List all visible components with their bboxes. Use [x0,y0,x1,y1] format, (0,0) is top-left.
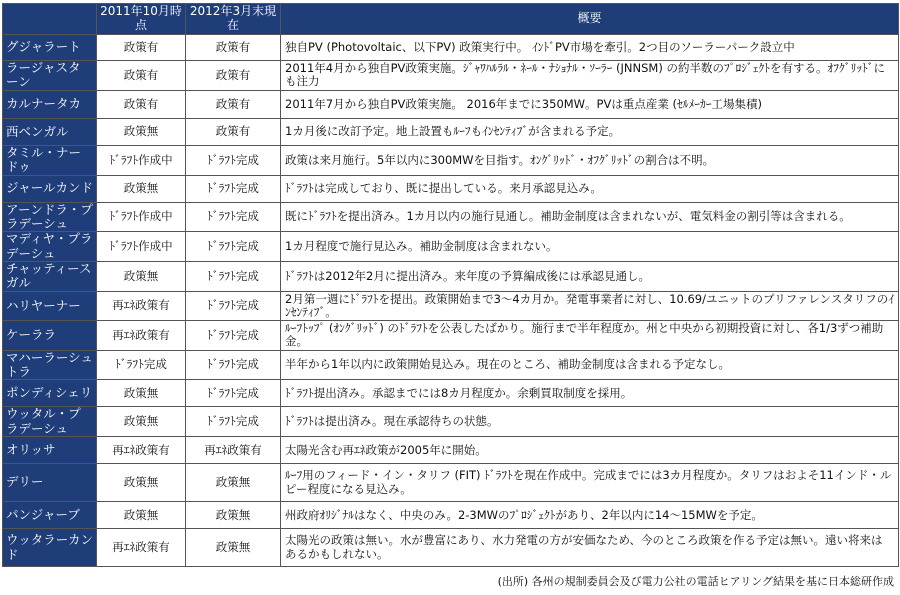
state-name: パンジャーブ [3,502,97,529]
state-name: タミル・ナードゥ [3,145,97,175]
summary-text: 1カ月程度で施行見込み。補助金制度は含まれない。 [281,232,899,262]
state-name: オリッサ [3,437,97,464]
summary-text: ﾄﾞﾗﾌﾄ提出済み。承認までには8カ月程度か。余剰買取制度を採用。 [281,380,899,407]
summary-text: 既にﾄﾞﾗﾌﾄを提出済み。1カ月以内の施行見通し。補助金制度は含まれないが、電気料金の割引等は含まれる。 [281,202,899,232]
state-name: マディヤ・プラデーシュ [3,232,97,262]
table-row [3,407,899,437]
summary-text: 2011年7月から独自PV政策実施。 2016年までに350MW。PVは重点産業 (ｾﾙﾒｰｶｰ工場集積) [281,90,899,118]
state-name: 西ベンガル [3,118,97,145]
table-row [3,175,899,202]
status-oct-2011: 再ｴﾈ政策有 [97,321,186,350]
state-name: カルナータカ [3,90,97,118]
status-mar-2012: 政策無 [186,529,281,567]
state-name: アーンドラ・プラデーシュ [3,202,97,232]
status-mar-2012: ﾄﾞﾗﾌﾄ完成 [186,291,281,320]
table-row [3,118,899,145]
state-name: ウッタラーカンド [3,529,97,567]
summary-text: 独自PV (Photovoltaic、以下PV) 政策実行中。 ｲﾝﾄﾞPV市場を牽引。2つ目のソーラーパーク設立中 [281,35,899,61]
status-oct-2011: ﾄﾞﾗﾌﾄ完成 [97,350,186,380]
summary-text: ﾄﾞﾗﾌﾄは提出済み。現在承認待ちの状態。 [281,407,899,437]
table-row [3,232,899,262]
header-summary: 概要 [281,4,899,35]
summary-text: 1カ月後に改訂予定。地上設置もﾙｰﾌもｲﾝｾﾝﾃｨﾌﾞが含まれる予定。 [281,118,899,145]
status-mar-2012: 政策有 [186,61,281,91]
status-mar-2012: 政策無 [186,464,281,502]
header-mar-2012: 2012年3月末現在 [186,4,281,35]
summary-text: 太陽光の政策は無い。水が豊富にあり、水力発電の方が安価なため、今のところ政策を作る予定は無い。遠い将来はあるかもしれない。 [281,529,899,567]
state-name: グジャラート [3,35,97,61]
status-oct-2011: 再ｴﾈ政策有 [97,437,186,464]
state-name: チャッティースガル [3,262,97,292]
table-row [3,464,899,502]
header-state [3,4,97,35]
table-row [3,350,899,380]
status-mar-2012: ﾄﾞﾗﾌﾄ完成 [186,407,281,437]
summary-text: 州政府ｵﾘｼﾞﾅﾙはなく、中央のみ。2-3MWのﾌﾟﾛｼﾞｪｸﾄがあり、2年以内に14〜15MWを予定。 [281,502,899,529]
status-mar-2012: 政策有 [186,118,281,145]
table-row [3,437,899,464]
summary-text: ﾄﾞﾗﾌﾄは完成しており、既に提出している。来月承認見込み。 [281,175,899,202]
status-oct-2011: 再ｴﾈ政策有 [97,529,186,567]
status-mar-2012: 政策無 [186,502,281,529]
summary-text: ﾙｰﾌ用のフィード・イン・タリフ (FIT) ﾄﾞﾗﾌﾄを現在作成中。完成までには3カ月程度か。タリフはおよそ11インド・ルピー程度になる見込み。 [281,464,899,502]
header-oct-2011: 2011年10月時点 [97,4,186,35]
table-row [3,321,899,350]
state-name: ポンディシェリ [3,380,97,407]
status-oct-2011: 政策有 [97,61,186,91]
table-header-row [3,4,899,35]
table-row [3,291,899,320]
state-name: ラージャスターン [3,61,97,91]
status-mar-2012: 政策有 [186,90,281,118]
status-oct-2011: ﾄﾞﾗﾌﾄ作成中 [97,145,186,175]
status-oct-2011: 再ｴﾈ政策有 [97,291,186,320]
table-row [3,262,899,292]
status-oct-2011: ﾄﾞﾗﾌﾄ作成中 [97,202,186,232]
summary-text: 半年から1年以内に政策開始見込み。現在のところ、補助金制度は含まれる予定なし。 [281,350,899,380]
status-mar-2012: ﾄﾞﾗﾌﾄ完成 [186,232,281,262]
status-oct-2011: 政策無 [97,380,186,407]
status-mar-2012: ﾄﾞﾗﾌﾄ完成 [186,321,281,350]
table-row [3,145,899,175]
source-note: (出所) 各州の規制委員会及び電力公社の電話ヒアリング結果を基に日本総研作成 [497,575,894,588]
status-oct-2011: ﾄﾞﾗﾌﾄ作成中 [97,232,186,262]
status-mar-2012: ﾄﾞﾗﾌﾄ完成 [186,175,281,202]
status-mar-2012: 政策有 [186,35,281,61]
table-row [3,90,899,118]
status-oct-2011: 政策無 [97,175,186,202]
status-mar-2012: ﾄﾞﾗﾌﾄ完成 [186,262,281,292]
state-name: ケーララ [3,321,97,350]
summary-text: ﾙｰﾌﾄｯﾌﾟ (ｵﾝｸﾞﾘｯﾄﾞ) のﾄﾞﾗﾌﾄを公表したばかり。施行まで半年程度か。州と中央から初期投資に対し、各1/3ずつ補助金。 [281,321,899,350]
state-name: ジャールカンド [3,175,97,202]
status-oct-2011: 政策無 [97,407,186,437]
state-name: デリー [3,464,97,502]
summary-text: 2011年4月から独自PV政策実施。ｼﾞｬﾜﾊﾙﾗﾙ・ﾈｰﾙ・ﾅｼｮﾅﾙ・ｿｰﾗｰ (JNNSM) の約半数のﾌﾟﾛｼﾞｪｸﾄを有する。ｵﾌｸﾞﾘｯﾄﾞにも注力 [281,61,899,91]
table-row [3,380,899,407]
status-mar-2012: 再ｴﾈ政策有 [186,437,281,464]
status-mar-2012: ﾄﾞﾗﾌﾄ完成 [186,350,281,380]
summary-text: 太陽光含む再ｴﾈ政策が2005年に開始。 [281,437,899,464]
status-mar-2012: ﾄﾞﾗﾌﾄ完成 [186,145,281,175]
table-row [3,61,899,91]
summary-text: ﾄﾞﾗﾌﾄは2012年2月に提出済み。来年度の予算編成後には承認見通し。 [281,262,899,292]
summary-text: 政策は来月施行。5年以内に300MWを目指す。ｵﾝｸﾞﾘｯﾄﾞ・ｵﾌｸﾞﾘｯﾄﾞの割合は不明。 [281,145,899,175]
state-policy-table [2,3,899,567]
status-mar-2012: ﾄﾞﾗﾌﾄ完成 [186,202,281,232]
status-oct-2011: 政策無 [97,118,186,145]
state-name: ハリヤーナー [3,291,97,320]
status-oct-2011: 政策有 [97,35,186,61]
summary-text: 2月第一週にﾄﾞﾗﾌﾄを提出。政策開始まで3〜4カ月か。発電事業者に対し、10.69/ユニットのプリファレンスタリフのｲﾝｾﾝﾃｨﾌﾞ。 [281,291,899,320]
status-oct-2011: 政策有 [97,90,186,118]
table-row [3,502,899,529]
table-row [3,35,899,61]
status-oct-2011: 政策無 [97,502,186,529]
table-row [3,202,899,232]
table-row [3,529,899,567]
status-mar-2012: ﾄﾞﾗﾌﾄ完成 [186,380,281,407]
status-oct-2011: 政策無 [97,464,186,502]
status-oct-2011: 政策無 [97,262,186,292]
state-name: ウッタル・プラデーシュ [3,407,97,437]
state-name: マハーラーシュトラ [3,350,97,380]
